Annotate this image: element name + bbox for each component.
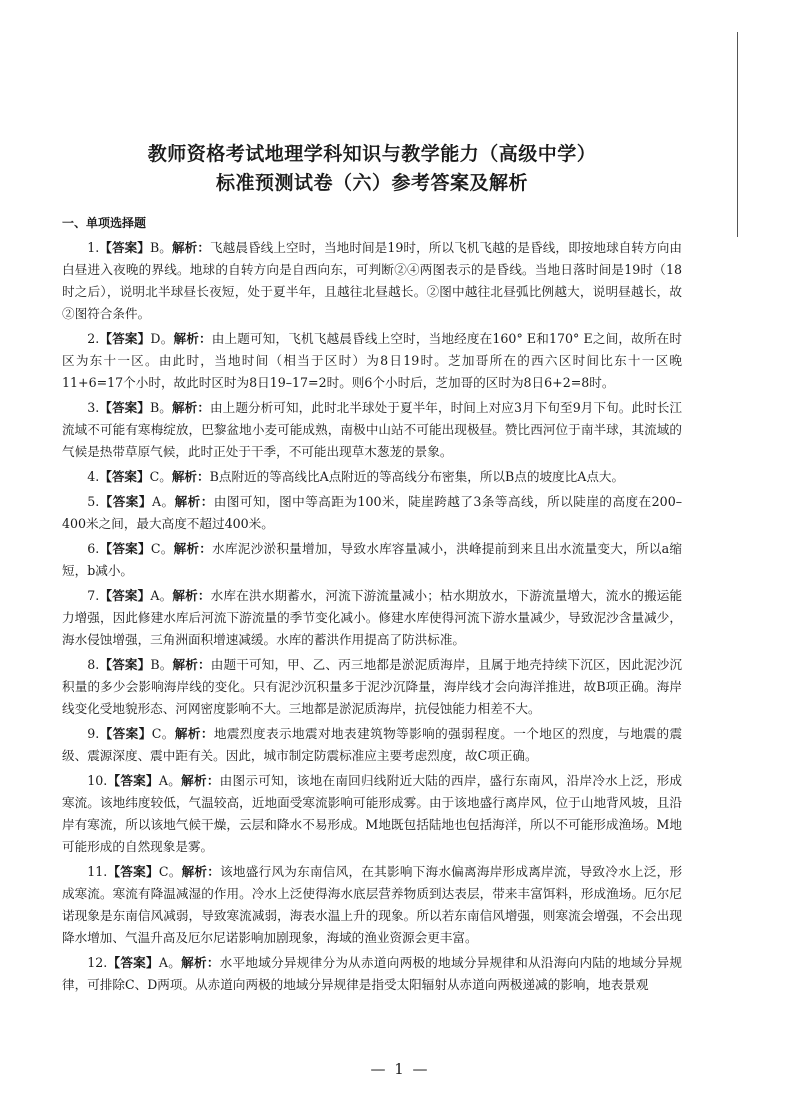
- answer-number: 12.: [87, 955, 108, 970]
- answer-item: 3.【答案】B。解析：由上题分析可知，此时北半球处于夏半年，时间上对应3月下旬至9月下旬。此时长江流域不可能有寒梅绽放，巴黎盆地小麦可能成熟，南极中山站不可能出现极昼。赞比西河位于南半球，其流域的气候是热带草原气候，此时正处于干季，不可能出现草木葱茏的景象。: [62, 400, 683, 459]
- answer-item: 11.【答案】C。解析：该地盛行风为东南信风，在其影响下海水偏离海岸形成离岸流，导致冷水上泛，形成寒流。寒流有降温减湿的作用。冷水上泛使得海水底层营养物质到达表层，带来丰富饵料，形成渔场。厄尔尼诺现象是东南信风减弱，导致寒流减弱，海表水温上升的现象。所以若东南信风增强，则寒流会增强，不会出现降水增加、气温升高及厄尔尼诺影响加剧现象，海域的渔业资源会更丰富。: [62, 864, 683, 945]
- answer-choice: B: [150, 657, 160, 672]
- answer-explanation: 由上题分析可知，此时北半球处于夏半年，时间上对应3月下旬至9月下旬。此时长江流域不可能有寒梅绽放，巴黎盆地小麦可能成熟，南极中山站不可能出现极昼。赞比西河位于南半球，其流域的气候是热带草原气候，此时正处于干季，不可能出现草木葱茏的景象。: [62, 400, 683, 459]
- answer-explanation: 水平地域分异规律分为从赤道向两极的地域分异规律和从沿海向内陆的地域分异规律，可排除C、D两项。从赤道向两极的地域分异规律是指受太阳辐射从赤道向两极递减的影响，地表景观: [62, 955, 683, 992]
- answer-choice: A: [151, 494, 162, 509]
- answer-item: 6.【答案】C。解析：水库泥沙淤积量增加，导致水库容量减小，洪峰提前到来且出水流量变大，所以a缩短，b减小。: [62, 541, 682, 578]
- answer-choice: A: [158, 955, 168, 970]
- answer-item: 2.【答案】D。解析：由上题可知，飞机飞越晨昏线上空时，当地经度在160° E和170° E之间，故所在时区为东十一区。由此时，当地时间（相当于区时）为8日19时。芝加哥所在的西六区时间比东十一区晚11+6=17个小时，故此时区时为8日19–17=2时。则6个小时后，芝加哥的区时为8日6+2=8时。: [62, 331, 683, 390]
- answer-item: 8.【答案】B。解析：由题干可知，甲、乙、丙三地都是淤泥质海岸，且属于地壳持续下沉区，因此泥沙沉积量的多少会影响海岸线的变化。只有泥沙沉积量多于泥沙沉降量，海岸线才会向海洋推进，故B项正确。海岸线变化受地貌形态、河网密度影响不大。三地都是淤泥质海岸，抗侵蚀能力相差不大。: [62, 657, 683, 716]
- analysis-tag: 解析: [174, 494, 201, 509]
- answer-number: 9.: [87, 726, 100, 741]
- answer-tag: 【答案】: [107, 773, 159, 788]
- answer-choice: B: [149, 400, 160, 415]
- answer-explanation: 由图可知，图中等高距为100米，陡崖跨越了3条等高线，所以陡崖的高度在200–400米之间，最大高度不超过400米。: [62, 494, 683, 531]
- answer-sheet-page: [62, 140, 682, 999]
- answer-tag: 【答案】: [107, 955, 159, 970]
- answer-number: 5.: [87, 494, 100, 509]
- answer-item: 9.【答案】C。解析：地震烈度表示地震对地表建筑物等影响的强弱程度。一个地区的烈度，与地震的震级、震源深度、震中距有关。因此，城市制定防震标准应主要考虑烈度，故C项正确。: [62, 726, 683, 763]
- answer-explanation: 由题干可知，甲、乙、丙三地都是淤泥质海岸，且属于地壳持续下沉区，因此泥沙沉积量的多少会影响海岸线的变化。只有泥沙沉积量多于泥沙沉降量，海岸线才会向海洋推进，故B项正确。海岸线变化受地貌形态、河网密度影响不大。三地都是淤泥质海岸，抗侵蚀能力相差不大。: [62, 657, 683, 716]
- answer-list: [62, 237, 682, 996]
- answer-tag: 【答案】: [99, 657, 151, 672]
- analysis-tag: 解析: [171, 240, 198, 255]
- answer-choice: B: [149, 240, 160, 255]
- answer-tag: 【答案】: [99, 331, 151, 346]
- answer-choice: C: [150, 541, 161, 556]
- answer-item: 1.【答案】B。解析：飞越晨昏线上空时，当地时间是19时，所以飞机飞越的是昏线，即按地球自转方向由白昼进入夜晚的界线。地球的自转方向是自西向东，可判断②④两图表示的是昏线。当地日落时间是19时（18时之后），说明北半球昼长夜短，处于夏半年，且越往北昼越长。②图中越往北昼弧比例越大，说明昼越长，故②图符合条件。: [62, 240, 683, 321]
- analysis-tag: 解析: [181, 864, 208, 879]
- answer-number: 3.: [87, 400, 100, 415]
- answer-choice: A: [158, 773, 168, 788]
- page-number: — 1 —: [370, 1060, 430, 1078]
- answer-tag: 【答案】: [99, 469, 150, 484]
- answer-number: 1.: [87, 240, 100, 255]
- analysis-tag: 解析: [181, 955, 207, 970]
- answer-item: 7.【答案】A。解析：水库在洪水期蓄水，河流下游流量减小；枯水期放水，下游流量增大，流水的搬运能力增强，因此修建水库后河流下游流量的季节变化减小。修建水库使得河流下游水量减少，导致泥沙含量减少，海水侵蚀增强，三角洲面积增速减缓。水库的蓄洪作用提高了防洪标准。: [62, 588, 683, 647]
- binding-margin-line: [737, 32, 738, 237]
- answer-tag: 【答案】: [107, 864, 159, 879]
- answer-explanation: 该地盛行风为东南信风，在其影响下海水偏离海岸形成离岸流，导致冷水上泛，形成寒流。寒流有降温减湿的作用。冷水上泛使得海水底层营养物质到达表层，带来丰富饵料，形成渔场。厄尔尼诺现象是东南信风减弱，导致寒流减弱，海表水温上升的现象。所以若东南信风增强，则寒流会增强，不会出现降水增加、气温升高及厄尔尼诺影响加剧现象，海域的渔业资源会更丰富。: [62, 864, 683, 945]
- answer-number: 4.: [87, 469, 100, 484]
- answer-item: 12.【答案】A。解析：水平地域分异规律分为从赤道向两极的地域分异规律和从沿海向内陆的地域分异规律，可排除C、D两项。从赤道向两极的地域分异规律是指受太阳辐射从赤道向两极递减的影响，地表景观: [62, 955, 683, 992]
- answer-explanation: 由图示可知，该地在南回归线附近大陆的西岸，盛行东南风，沿岸冷水上泛，形成寒流。该地纬度较低，气温较高，近地面受寒流影响可能形成雾。由于该地盛行离岸风，位于山地背风坡，且沿岸有寒流，所以该地气候干燥，云层和降水不易形成。M地既包括陆地也包括海洋，所以不可能形成渔场。M地可能形成的自然现象是雾。: [62, 773, 683, 854]
- answer-tag: 【答案】: [99, 494, 152, 509]
- analysis-tag: 解析: [174, 726, 201, 741]
- answer-tag: 【答案】: [99, 240, 150, 255]
- document-title-line2: 标准预测试卷（六）参考答案及解析: [215, 172, 528, 194]
- answer-explanation: 飞越晨昏线上空时，当地时间是19时，所以飞机飞越的是昏线，即按地球自转方向由白昼进入夜晚的界线。地球的自转方向是自西向东，可判断②④两图表示的是昏线。当地日落时间是19时（18时之后），说明北半球昼长夜短，处于夏半年，且越往北昼越长。②图中越往北昼弧比例越大，说明昼越长，故②图符合条件。: [62, 240, 683, 321]
- answer-explanation: 地震烈度表示地震对地表建筑物等影响的强弱程度。一个地区的烈度，与地震的震级、震源深度、震中距有关。因此，城市制定防震标准应主要考虑烈度，故C项正确。: [62, 726, 683, 763]
- analysis-tag: 解析: [172, 657, 198, 672]
- analysis-tag: 解析: [171, 469, 198, 484]
- analysis-tag: 解析: [173, 331, 199, 346]
- analysis-tag: 解析: [171, 400, 198, 415]
- answer-choice: C: [158, 864, 169, 879]
- answer-choice: D: [150, 331, 161, 346]
- answer-number: 2.: [87, 331, 100, 346]
- document-title-line1: 教师资格考试地理学科知识与教学能力（高级中学）: [147, 143, 597, 165]
- answer-tag: 【答案】: [99, 541, 151, 556]
- answer-item: 5.【答案】A。解析：由图可知，图中等高距为100米，陡崖跨越了3条等高线，所以陡崖的高度在200–400米之间，最大高度不超过400米。: [62, 494, 683, 531]
- answer-item: 10.【答案】A。解析：由图示可知，该地在南回归线附近大陆的西岸，盛行东南风，沿岸冷水上泛，形成寒流。该地纬度较低，气温较高，近地面受寒流影响可能形成雾。由于该地盛行离岸风，位于山地背风坡，且沿岸有寒流，所以该地气候干燥，云层和降水不易形成。M地既包括陆地也包括海洋，所以不可能形成渔场。M地可能形成的自然现象是雾。: [62, 773, 683, 854]
- answer-choice: A: [150, 588, 160, 603]
- answer-explanation: 由上题可知，飞机飞越晨昏线上空时，当地经度在160° E和170° E之间，故所在时区为东十一区。由此时，当地时间（相当于区时）为8日19时。芝加哥所在的西六区时间比东十一区晚11+6=17个小时，故此时区时为8日19–17=2时。则6个小时后，芝加哥的区时为8日6+2=8时。: [62, 331, 683, 390]
- answer-explanation: B点附近的等高线比A点附近的等高线分布密集，所以B点的坡度比A点大。: [209, 469, 625, 484]
- answer-number: 6.: [87, 541, 100, 556]
- answer-explanation: 水库在洪水期蓄水，河流下游流量减小；枯水期放水，下游流量增大，流水的搬运能力增强，因此修建水库后河流下游流量的季节变化减小。修建水库使得河流下游水量减少，导致泥沙含量减少，海水侵蚀增强，三角洲面积增速减缓。水库的蓄洪作用提高了防洪标准。: [62, 588, 683, 647]
- answer-explanation: 水库泥沙淤积量增加，导致水库容量减小，洪峰提前到来且出水流量变大，所以a缩短，b减小。: [62, 541, 682, 578]
- answer-tag: 【答案】: [99, 726, 152, 741]
- answer-number: 8.: [87, 657, 100, 672]
- section-title: 一、单项选择题: [62, 216, 147, 230]
- answer-item: 4.【答案】C。解析：B点附近的等高线比A点附近的等高线分布密集，所以B点的坡度比A点大。: [87, 469, 625, 484]
- analysis-tag: 解析: [173, 541, 200, 556]
- analysis-tag: 解析: [181, 773, 207, 788]
- answer-tag: 【答案】: [99, 400, 150, 415]
- answer-tag: 【答案】: [99, 588, 151, 603]
- answer-number: 11.: [87, 864, 108, 879]
- answer-number: 10.: [87, 773, 108, 788]
- answer-choice: C: [149, 469, 160, 484]
- answer-number: 7.: [87, 588, 100, 603]
- answer-choice: C: [151, 726, 162, 741]
- analysis-tag: 解析: [172, 588, 198, 603]
